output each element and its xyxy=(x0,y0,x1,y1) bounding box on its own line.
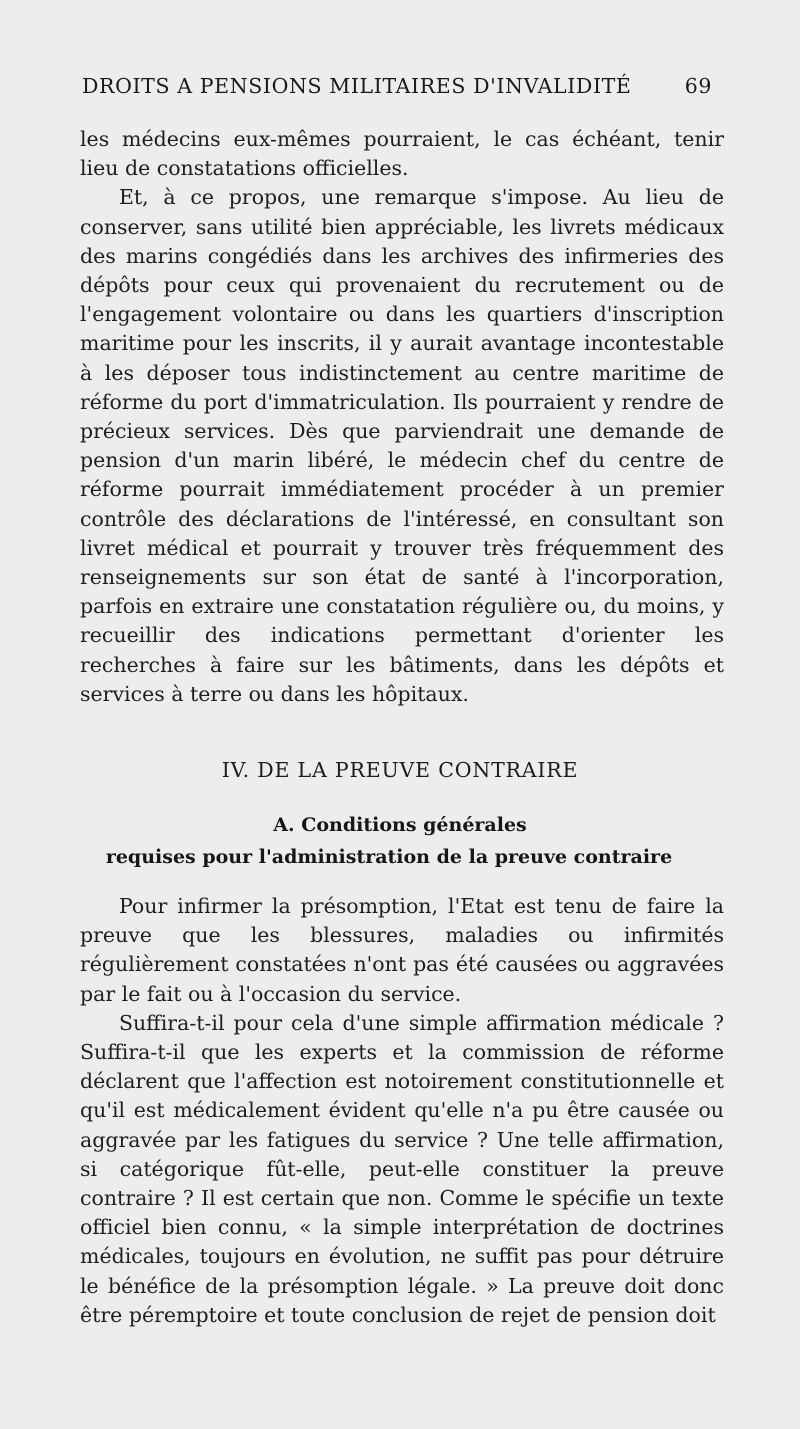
section-subtitle: A. Conditions générales xyxy=(273,814,527,836)
section-title: IV. DE LA PREUVE CONTRAIRE xyxy=(221,758,579,782)
paragraph: Suffira-t-il pour cela d'une simple affirmation médicale ? Suffira-t-il que les experts et la commission de réforme déclarent que l'affection est notoirement constitutionnelle et qu'il est médicalement évident qu'elle n'a pu être causée ou aggravée par les fatigues du service ? Une telle affirmation, si catégorique fût-elle, peut-elle constituer la preuve contraire ? Il est certain que non. Comme le spécifie un texte officiel bien connu, « la simple interprétation de doctrines médicales, toujours en évolution, ne suffit pas pour détruire le bénéfice de la présomption légale. » La preuve doit donc être péremptoire et toute conclusion de rejet de pension doit xyxy=(80,1010,724,1327)
text-block-top xyxy=(80,125,724,709)
paragraph: Et, à ce propos, une remarque s'impose. Au lieu de conserver, sans utilité bien appréciable, les livrets médicaux des marins congédiés dans les archives des infirmeries des dépôts pour ceux qui provenaient du recrutement ou de l'engagement volontaire ou dans les quartiers d'inscription maritime pour les inscrits, il y aurait avantage incontestable à les déposer tous indistinctement au centre maritime de réforme du port d'immatriculation. Ils pourraient y rendre de précieux services. Dès que parviendrait une demande de pension d'un marin libéré, le médecin chef du centre de réforme pourrait immédiatement procéder à un premier contrôle des déclarations de l'intéressé, en consultant son livret médical et pourrait y trouver très fréquemment des renseignements sur son état de santé à l'incorporation, parfois en extraire une constatation régulière ou, du moins, y recueillir des indications permettant d'orienter les recherches à faire sur les bâtiments, dans les dépôts et services à terre ou dans les hôpitaux. xyxy=(80,185,724,706)
paragraph: les médecins eux-mêmes pourraient, le cas échéant, tenir lieu de constatations officielles. xyxy=(80,127,724,181)
paragraph: Pour infirmer la présomption, l'Etat est tenu de faire la preuve que les blessures, maladies ou infirmités régulièrement constatées n'ont pas été causées ou aggravées par le fait ou à l'occasion du service. xyxy=(80,894,724,1006)
running-title: DROITS A PENSIONS MILITAIRES D'INVALIDITÉ xyxy=(82,74,632,98)
text-block-bottom xyxy=(80,892,724,1330)
page-number: 69 xyxy=(684,74,712,98)
section-subtitle-continued: requises pour l'administration de la preuve contraire xyxy=(105,846,673,868)
running-header xyxy=(82,74,712,98)
